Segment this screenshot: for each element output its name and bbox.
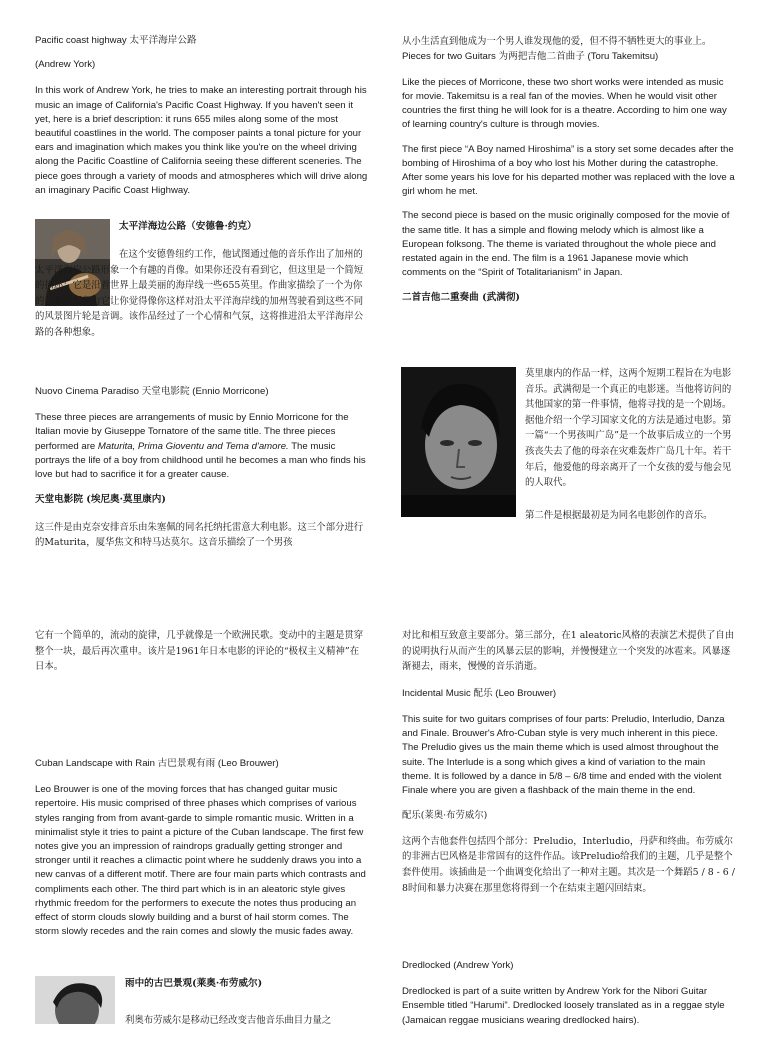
- dread-english-text: Dredlocked is part of a suite written by Andrew York for the Nibori Guitar Ensemble titled “Harumi”. Dredlocked loosely translated as in a reggae style (Jamaican reggae musicians wearing dredlocked hairs).: [402, 986, 725, 1026]
- ncp-chinese-continued: 从小生活直到他成为一个男人谁发现他的爱，但不得不牺牲更大的事业上。: [402, 36, 712, 47]
- cuban-chinese-title: 雨中的古巴景观(莱奥·布劳威尔): [125, 978, 263, 989]
- dread-title: Dredlocked (Andrew York): [402, 960, 514, 971]
- incidental-english-text: This suite for two guitars comprises of four parts: Preludio, Interludio, Danza and Finale. Brouwer's Afro-Cuban style is very much inherent in this piece. The Preludio gives us the main theme which is used almost throughout the suite. The Interlude is a song which gives a kind of variation to the main theme. It is followed by a dance in 5/8 – 6/8 time and ended with the violent Finale where you are given a flashback of the main theme in the end.: [402, 713, 725, 796]
- top-left-column: [35, 34, 368, 208]
- pch-chinese-body: 在这个安德鲁纽约工作，他试图通过他的音乐作出了加州的太平洋海岸公路形象一个有趣的肖像。如果你还没有看到它，但这里是一个简短的描述：它是沿着世界上最美丽的海岸线一些655英里。作曲家描绘了一个为你的耳朵和想象力它让你觉得像你这样对沿太平洋海岸线的加州驾驶看到这些不同的风景图片轮是音调。该作品经过了一个心情和气氛，这将推进沿太平洋海岸公路的各种想象。: [35, 249, 364, 338]
- ptg-title: Pieces for two Guitars 为两把吉他二首曲子 (Toru Takemitsu): [402, 50, 659, 62]
- pch-english-text: In this work of Andrew York, he tries to make an interesting portrait through his music an image of California's Pacific Coast Highway. If you haven't seen it yet, here is a brief description: it runs 655 miles along some of the most beautiful coastlines in the world. The composer paints a tonal picture for your ears and imagination which makes you think like you're on the wheel driving along the Pacific Coastline of California seeing these different sceneries. The piece goes through a variety of moods and atmospheres which will drive along an imaginary Pacific Coast Highway.: [35, 85, 368, 196]
- bottom-right-column: [402, 628, 735, 906]
- ncp-chinese-body: 这三件是由克奈安排音乐由朱塞佩的同名托纳托雷意大利电影。这三个部分进行的Maturita，厦华焦文和特马达莫尔。这音乐描绘了一个男孩: [35, 521, 364, 549]
- incidental-chinese-body: 这两个吉他套件包括四个部分：Preludio，Interludio，丹萨和终曲。布劳威尔的非洲古巴风格是非常固有的这件作品。该Preludio给我们的主题，几乎是整个套件使用。该插曲是一个曲调变化给出了一种对主题。其次是一个舞蹈5 / 8 - 6 / 8时间和暴力决赛在那里您将得到一个在结束主题闪回结束。: [402, 835, 735, 894]
- ptg-chinese-title: 二首吉他二重奏曲 (武满彻): [402, 292, 520, 304]
- ncp-title: Nuovo Cinema Paradiso 天堂电影院 (Ennio Morricone): [35, 386, 269, 397]
- ncp-english-part2: The music portrays the life of a boy from childhood until he becomes a man who finds his love but had to sacrifice it for a greater cause.: [35, 440, 366, 481]
- ptg-chinese-continued: 它有一个简单的，流动的旋律，几乎就像是一个欧洲民歌。变动中的主题是贯穿整个一块，最后再次重申。该片是1961年日本电影的评论的“极权主义精神”在日本。: [35, 630, 364, 673]
- incidental-title: Incidental Music 配乐 (Leo Brouwer): [402, 687, 557, 699]
- ptg-chinese-last-line: 第二件是根据最初是为同名电影创作的音乐。: [525, 510, 713, 521]
- cuban-chinese-body: 利奥布劳威尔是移动已经改变吉他音乐曲目力量之: [125, 1015, 332, 1026]
- dread-block: [402, 959, 735, 1038]
- ncp-english-italic: Maturita, Prima Gioventu and Tema d'amore.: [97, 440, 289, 452]
- leo-brouwer-photo: [35, 976, 115, 1024]
- bottom-left-column: [35, 628, 368, 685]
- cuban-english-text: Leo Brouwer is one of the moving forces that has changed guitar music repertoire. His music comprised of three phases which comprises of various styles ranging from from avant-garde to simple romantic music. Written in a minimalist style it tries to paint a picture of the Cuban landscape. The first few notes give you an impression of raindrops gradually getting stronger and stronger until it reaches a climactic point where he suddenly draws you into a new canvas of a different motif. There are four main parts which contrasts and compliments each other. The third part which is in an aleatoric style gives rhythmic freedom for the performers to execute the notes thus producing an effect of storm clouds slowly building and a burst of hail storm comes. The storm slowly recedes and the rain comes and slowly the music fades away.: [35, 784, 366, 938]
- pch-chinese-block: [119, 219, 368, 248]
- ptg-english-2: The first piece “A Boy named Hiroshima” is a story set some decades after the bombing of Hiroshima of a boy who lost his Mother during the catastrophe. After some years his love for his departed mother was replaced with the love a girl whom he met.: [402, 143, 735, 198]
- ptg-chinese-body: 莫里康内的作品一样，这两个短期工程旨在为电影音乐。武满彻是一个真正的电影迷。当他将访问的其他国家的第一件事情，他将寻找的是一个剧场。据他介绍一个学习国家文化的方法是通过电影。第一篇“一个男孩叫广岛”是一个故事后成立的一个男孩丧失去了他的母亲在灾难轰炸广岛几十年。若干年后，他爱他的母亲离开了一个女孩的爱与他会见的人取代。: [525, 368, 732, 489]
- ncp-block: [35, 385, 368, 561]
- ncp-english-part1: These three pieces are arrangements of music by Ennio Morricone for the Italian movie by Giuseppe Tornatore of the same title. The three pieces performed are: [35, 412, 349, 452]
- pch-chinese-title: 太平洋海边公路（安德鲁·约克）: [119, 221, 257, 232]
- pch-title: Pacific coast highway 太平洋海岸公路: [35, 35, 197, 46]
- pch-composer: (Andrew York): [35, 59, 96, 71]
- incidental-chinese-title: 配乐(莱奥·布劳威尔): [402, 810, 488, 822]
- cuban-title: Cuban Landscape with Rain 古巴景观有雨 (Leo Brouwer): [35, 758, 279, 769]
- ptg-english-3: The second piece is based on the music originally composed for the movie of the same title. It has a simple and flowing melody which is almost like a European folksong. The theme is variated throughout the whole piece and restated again in the end. The film is a 1961 Japanese movie which comments on the “Spirit of Totalitarianism” in Japan.: [402, 210, 730, 279]
- cuban-block: [35, 757, 368, 949]
- ncp-english-text: [35, 411, 368, 482]
- toru-takemitsu-photo: [401, 367, 516, 517]
- ptg-english-1: Like the pieces of Morricone, these two short works were intended as music for movie. Takemitsu is a real fan of the movies. When he would visit other countries the first thing he will look for is a theatre. According to him one way of learning country's culture is through movies.: [402, 76, 727, 131]
- top-right-column: [402, 34, 735, 316]
- ncp-chinese-title: 天堂电影院 (埃尼奥·莫里康内): [35, 494, 166, 506]
- cuban-chinese-continued: 对比和相互致意主要部分。第三部分，在1 aleatoric风格的表演艺术提供了自由的说明执行从而产生的风暴云层的影响，并慢慢建立一个突发的冰雹来。风暴逐渐褪去，雨来，慢慢的音乐消逝。: [402, 630, 735, 673]
